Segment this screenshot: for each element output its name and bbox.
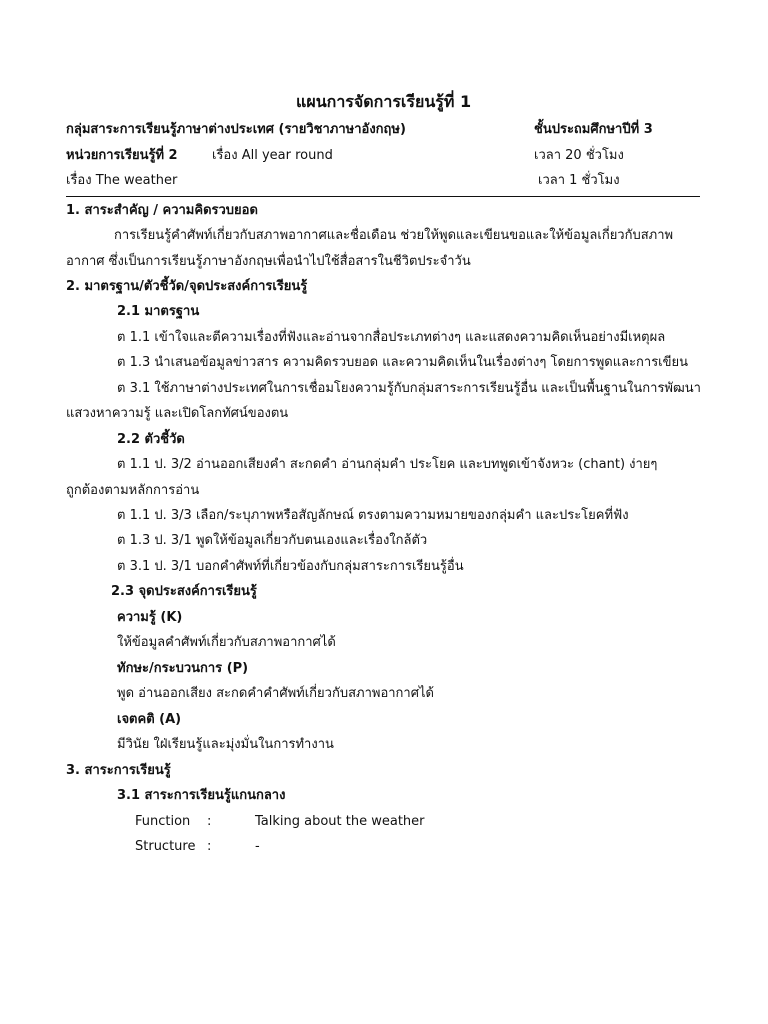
structure-colon: : [207, 839, 212, 854]
knowledge-text: ให้ข้อมูลคำศัพท์เกี่ยวกับสภาพอากาศได้ [117, 635, 336, 650]
attitude-label: เจตคติ (A) [117, 712, 182, 727]
section1-paragraph-line1: การเรียนรู้คำศัพท์เกี่ยวกับสภาพอากาศและชื่อเดือน ช่วยให้พูดและเขียนขอและให้ข้อมูลเกี่ยวกับสภาพ [114, 228, 674, 243]
structure-value: - [255, 839, 260, 854]
header-divider [66, 196, 700, 197]
objectives-heading: 2.3 จุดประสงค์การเรียนรู้ [111, 584, 257, 599]
unit-time: เวลา 20 ชั่วโมง [534, 148, 624, 163]
section3-heading: 3. สาระการเรียนรู้ [66, 763, 171, 778]
function-colon: : [207, 814, 212, 829]
lesson-time: เวลา 1 ชั่วโมง [538, 173, 620, 188]
section1-paragraph-line2: อากาศ ซึ่งเป็นการเรียนรู้ภาษาอังกฤษเพื่อนำไปใช้สื่อสารในชีวิตประจำวัน [66, 254, 471, 269]
function-value: Talking about the weather [255, 814, 425, 829]
grade-level: ชั้นประถมศึกษาปีที่ 3 [534, 122, 653, 137]
standard-item-continued: แสวงหาความรู้ และเปิดโลกทัศน์ของตน [66, 406, 289, 421]
structure-label: Structure [135, 839, 196, 854]
skills-label: ทักษะ/กระบวนการ (P) [117, 661, 249, 676]
indicator-item: ต 1.3 ป. 3/1 พูดให้ข้อมูลเกี่ยวกับตนเองและเรื่องใกล้ตัว [117, 533, 428, 548]
section1-heading: 1. สาระสำคัญ / ความคิดรวบยอด [66, 203, 258, 218]
unit-topic: เรื่อง All year round [212, 148, 333, 163]
standard-item: ต 1.1 เข้าใจและตีความเรื่องที่ฟังและอ่านจากสื่อประเภทต่างๆ และแสดงความคิดเห็นอย่างมีเหตุผล [117, 330, 666, 345]
core-content-heading: 3.1 สาระการเรียนรู้แกนกลาง [117, 788, 286, 803]
standard-item: ต 3.1 ใช้ภาษาต่างประเทศในการเชื่อมโยงความรู้กับกลุ่มสาระการเรียนรู้อื่น และเป็นพื้นฐานในการพัฒนา [117, 381, 701, 396]
function-label: Function [135, 814, 191, 829]
unit-label: หน่วยการเรียนรู้ที่ 2 [66, 148, 178, 163]
indicator-item-continued: ถูกต้องตามหลักการอ่าน [66, 483, 200, 498]
page-title: แผนการจัดการเรียนรู้ที่ 1 [296, 92, 472, 111]
indicator-item: ต 1.1 ป. 3/2 อ่านออกเสียงคำ สะกดคำ อ่านกลุ่มคำ ประโยค และบทพูดเข้าจังหวะ (chant) ง่ายๆ [117, 457, 658, 472]
indicator-item: ต 3.1 ป. 3/1 บอกคำศัพท์ที่เกี่ยวข้องกับกลุ่มสาระการเรียนรู้อื่น [117, 559, 464, 574]
skills-text: พูด อ่านออกเสียง สะกดคำคำศัพท์เกี่ยวกับสภาพอากาศได้ [117, 686, 434, 701]
knowledge-label: ความรู้ (K) [117, 610, 183, 625]
section2-heading: 2. มาตรฐาน/ตัวชี้วัด/จุดประสงค์การเรียนรู้ [66, 279, 308, 294]
indicators-heading: 2.2 ตัวชี้วัด [117, 432, 185, 447]
standards-heading: 2.1 มาตรฐาน [117, 304, 200, 319]
attitude-text: มีวินัย ใฝ่เรียนรู้และมุ่งมั่นในการทำงาน [117, 737, 334, 752]
standard-item: ต 1.3 นำเสนอข้อมูลข่าวสาร ความคิดรวบยอด และความคิดเห็นในเรื่องต่างๆ โดยการพูดและการเขียน [117, 355, 689, 370]
subject-group: กลุ่มสาระการเรียนรู้ภาษาต่างประเทศ (รายวิชาภาษาอังกฤษ) [66, 122, 406, 137]
indicator-item: ต 1.1 ป. 3/3 เลือก/ระบุภาพหรือสัญลักษณ์ ตรงตามความหมายของกลุ่มคำ และประโยคที่ฟัง [117, 508, 629, 523]
lesson-topic: เรื่อง The weather [66, 173, 178, 188]
